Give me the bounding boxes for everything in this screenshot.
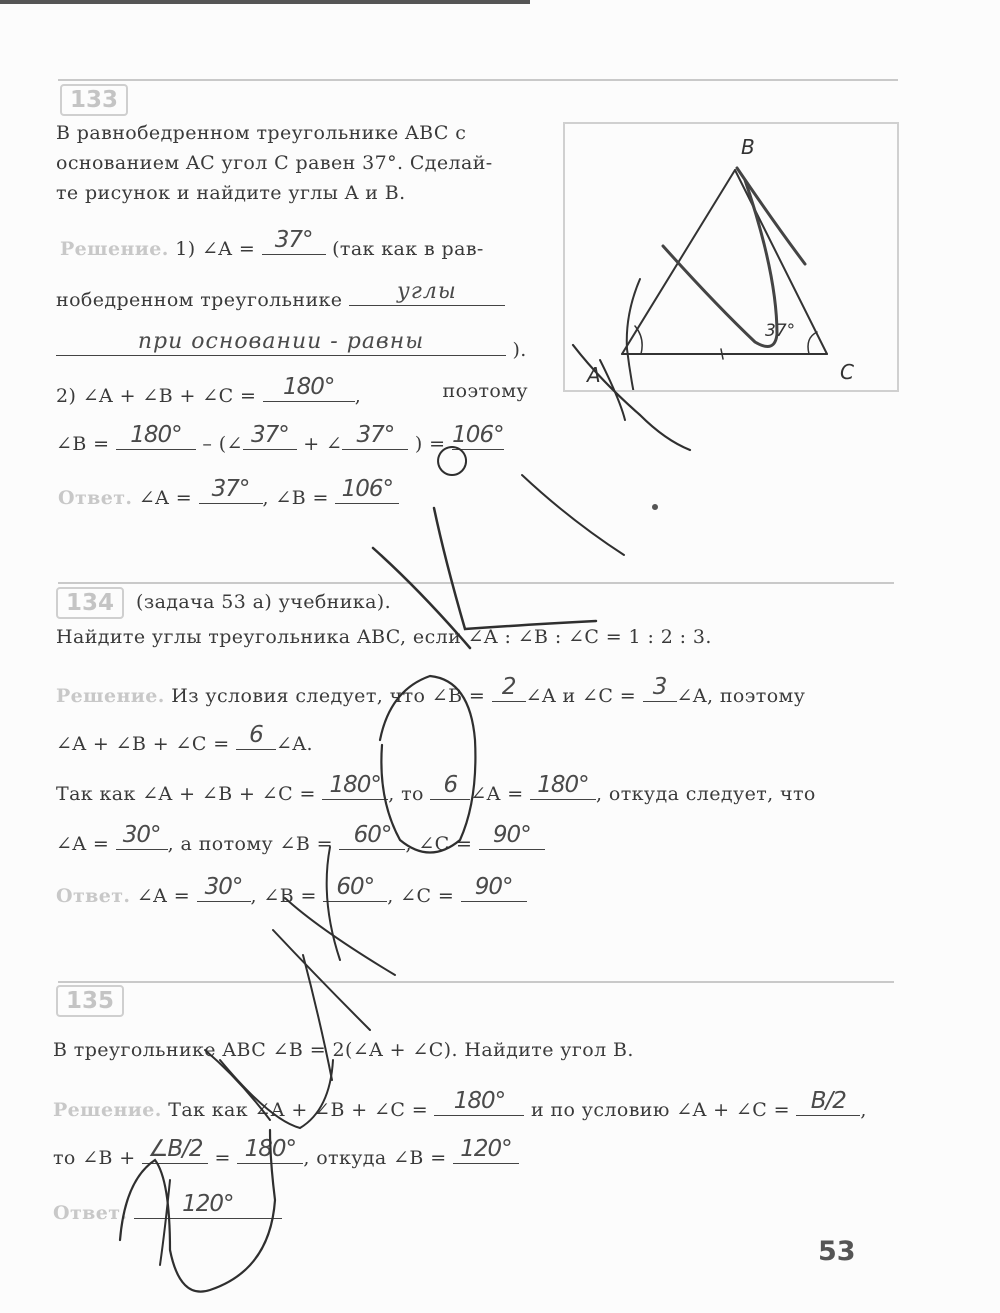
answer-a-prefix: ∠A =: [138, 486, 193, 509]
answer-label: Ответ.: [58, 486, 133, 509]
answer-field-calc-total[interactable]: [116, 421, 196, 450]
handwritten-37: 37°: [274, 226, 313, 253]
calc-prefix: ∠B =: [56, 432, 110, 455]
task133-statement-line3: те рисунок и найдите углы A и B.: [56, 182, 406, 204]
line3-suffix: ).: [512, 338, 527, 361]
drawing-area: [563, 122, 899, 392]
answer-field-sol-total[interactable]: [434, 1087, 524, 1116]
step1-prefix: 1) ∠A =: [175, 237, 256, 260]
answer-field-then-result[interactable]: [453, 1135, 519, 1164]
vertex-a-label: A: [587, 363, 601, 387]
answer-c-prefix: , ∠C =: [387, 884, 455, 907]
handwritten-180: 180°: [130, 421, 182, 448]
step1-suffix: (так как в рав-: [332, 237, 484, 260]
task-number-135: 135: [56, 985, 124, 1017]
answer-field-final-b[interactable]: [323, 873, 387, 902]
sol-text2: ∠A и ∠C =: [525, 684, 637, 707]
answer-field-reason-1[interactable]: [349, 278, 505, 306]
calc-eq: ) =: [414, 432, 446, 455]
handwritten-6: 6: [249, 721, 263, 748]
vertex-c-label: C: [840, 360, 854, 384]
answer-field-sum-coef[interactable]: [236, 721, 276, 750]
answer-b-prefix: , ∠B =: [250, 884, 317, 907]
task135-then-line: [53, 1135, 519, 1169]
task134-sum-line: [56, 721, 313, 755]
line2-text: нобедренном треугольнике: [56, 288, 343, 311]
solution-label: Решение.: [60, 237, 169, 260]
answer-field-final-c[interactable]: [461, 873, 527, 902]
answer-field-res-b[interactable]: [339, 821, 405, 850]
res-a-prefix: ∠A =: [56, 832, 110, 855]
handwritten-106: 106°: [452, 421, 504, 448]
answer-field-calc-angle1[interactable]: [243, 421, 297, 450]
sol-text1: Из условия следует, что ∠B =: [171, 684, 486, 707]
answer-field-since-value[interactable]: [530, 771, 596, 800]
handwritten-30: 30°: [122, 821, 161, 848]
answer-field-angle-a[interactable]: [262, 226, 326, 255]
sol-prefix: Так как ∠A + ∠B + ∠C =: [168, 1098, 429, 1121]
since-to: , то: [388, 782, 424, 805]
answer-field-b-coef[interactable]: [492, 673, 526, 702]
res-b-prefix: , а потому ∠B =: [167, 832, 333, 855]
scan-top-edge: [0, 0, 530, 4]
task133-calc: [56, 421, 504, 455]
answer-field-final[interactable]: [134, 1190, 282, 1219]
task133-statement-line2: основанием AC угол C равен 37°. Сделай-: [56, 152, 493, 174]
handwritten-60: 60°: [353, 821, 392, 848]
handwritten-180: 180°: [537, 771, 589, 798]
handwritten-37: 37°: [356, 421, 395, 448]
answer-field-calc-angle2[interactable]: [342, 421, 408, 450]
since-prefix: Так как ∠A + ∠B + ∠C =: [56, 782, 316, 805]
handwritten-120: 120°: [460, 1135, 512, 1162]
task133-step1: [60, 226, 484, 260]
answer-label: Ответ.: [56, 884, 131, 907]
handwritten-37: 37°: [250, 421, 289, 448]
handwritten-6: 6: [443, 771, 458, 798]
task133-statement-line1: В равнобедренном треугольнике ABC с: [56, 122, 467, 144]
answer-field-sol-cond[interactable]: [796, 1087, 860, 1116]
task133-step2: [56, 373, 528, 407]
handwritten-120: 120°: [182, 1190, 234, 1217]
handwritten-reason: при основании - равны: [137, 328, 425, 354]
sol-text3: ∠A, поэтому: [676, 684, 806, 707]
answer-field-final-a[interactable]: [199, 475, 263, 504]
handwritten-90: 90°: [492, 821, 531, 848]
section-divider-135: [58, 981, 894, 983]
answer-field-since-coef[interactable]: [430, 771, 470, 800]
sum-prefix: ∠A + ∠B + ∠C =: [56, 732, 230, 755]
answer-field-final-b[interactable]: [335, 475, 399, 504]
section-divider-134: [58, 582, 894, 584]
since-suffix: , откуда следует, что: [595, 782, 816, 805]
handwritten-b-over-2: ∠B/2: [147, 1135, 203, 1162]
task134-since-line: [56, 771, 816, 805]
task-number-133: 133: [60, 84, 128, 116]
handwritten-3: 3: [652, 673, 667, 700]
answer-field-then-total[interactable]: [237, 1135, 303, 1164]
sol-mid: и по условию ∠A + ∠C =: [530, 1098, 790, 1121]
handwritten-30: 30°: [204, 873, 243, 900]
task133-line2: [56, 278, 505, 311]
handwritten-2: 2: [501, 673, 516, 700]
answer-field-res-a[interactable]: [116, 821, 168, 850]
answer-a-prefix: ∠A =: [136, 884, 191, 907]
handwritten-60: 60°: [336, 873, 375, 900]
then-mid: , откуда ∠B =: [303, 1146, 447, 1169]
answer-field-then-term[interactable]: [142, 1135, 208, 1164]
vertex-b-label: B: [741, 135, 755, 159]
task133-line3: [56, 328, 527, 361]
step2-prefix: 2) ∠A + ∠B + ∠C =: [56, 384, 257, 407]
answer-field-res-c[interactable]: [479, 821, 545, 850]
then-eq: =: [214, 1146, 231, 1169]
task134-reference: (задача 53 а) учебника).: [136, 591, 392, 613]
page-number: 53: [818, 1236, 856, 1267]
answer-field-calc-result[interactable]: [452, 421, 504, 450]
task135-solution-line1: [53, 1087, 867, 1121]
task134-answer: [56, 873, 527, 907]
task134-result-line: [56, 821, 545, 855]
answer-field-sum[interactable]: [263, 373, 355, 402]
triangle-drawing: [565, 124, 897, 390]
res-c-prefix: , ∠C =: [405, 832, 473, 855]
handwritten-180: 180°: [453, 1087, 506, 1114]
section-divider-133: [58, 79, 898, 81]
step2-suffix: поэтому: [442, 380, 528, 402]
comma: ,: [860, 1098, 867, 1121]
handwritten-180: 180°: [329, 771, 381, 798]
answer-field-c-coef[interactable]: [643, 673, 677, 702]
answer-field-since-total[interactable]: [322, 771, 388, 800]
comma: ,: [354, 384, 362, 407]
angle-37-label: 37°: [765, 321, 796, 341]
handwritten-180: 180°: [244, 1135, 297, 1162]
handwritten-b-over-2: B/2: [810, 1087, 846, 1114]
sum-suffix: ∠A.: [276, 732, 313, 755]
answer-field-reason-2[interactable]: [56, 328, 506, 356]
then-prefix: то ∠B +: [53, 1146, 136, 1169]
task133-answer: [58, 475, 399, 509]
answer-b-prefix: , ∠B =: [262, 486, 329, 509]
answer-field-final-a[interactable]: [197, 873, 251, 902]
handwritten-90: 90°: [474, 873, 513, 900]
solution-label: Решение.: [53, 1098, 162, 1121]
task-number-134: 134: [56, 587, 124, 619]
calc-plus: + ∠: [303, 432, 343, 455]
handwritten-37: 37°: [211, 475, 250, 502]
calc-minus: – (∠: [202, 432, 243, 455]
handwritten-ugly: углы: [396, 278, 457, 304]
task135-answer: [53, 1190, 282, 1224]
task135-statement: В треугольнике ABC ∠B = 2(∠A + ∠C). Найдите угол B.: [53, 1039, 634, 1061]
task134-statement: Найдите углы треугольника ABC, если ∠A : ∠B : ∠C = 1 : 2 : 3.: [56, 626, 712, 648]
since-eq: ∠A =: [470, 782, 524, 805]
solution-label: Решение.: [56, 684, 165, 707]
handwritten-106: 106°: [341, 475, 393, 502]
answer-label: Ответ.: [53, 1201, 128, 1224]
task134-solution-line1: [56, 673, 806, 707]
handwritten-180: 180°: [283, 373, 335, 400]
